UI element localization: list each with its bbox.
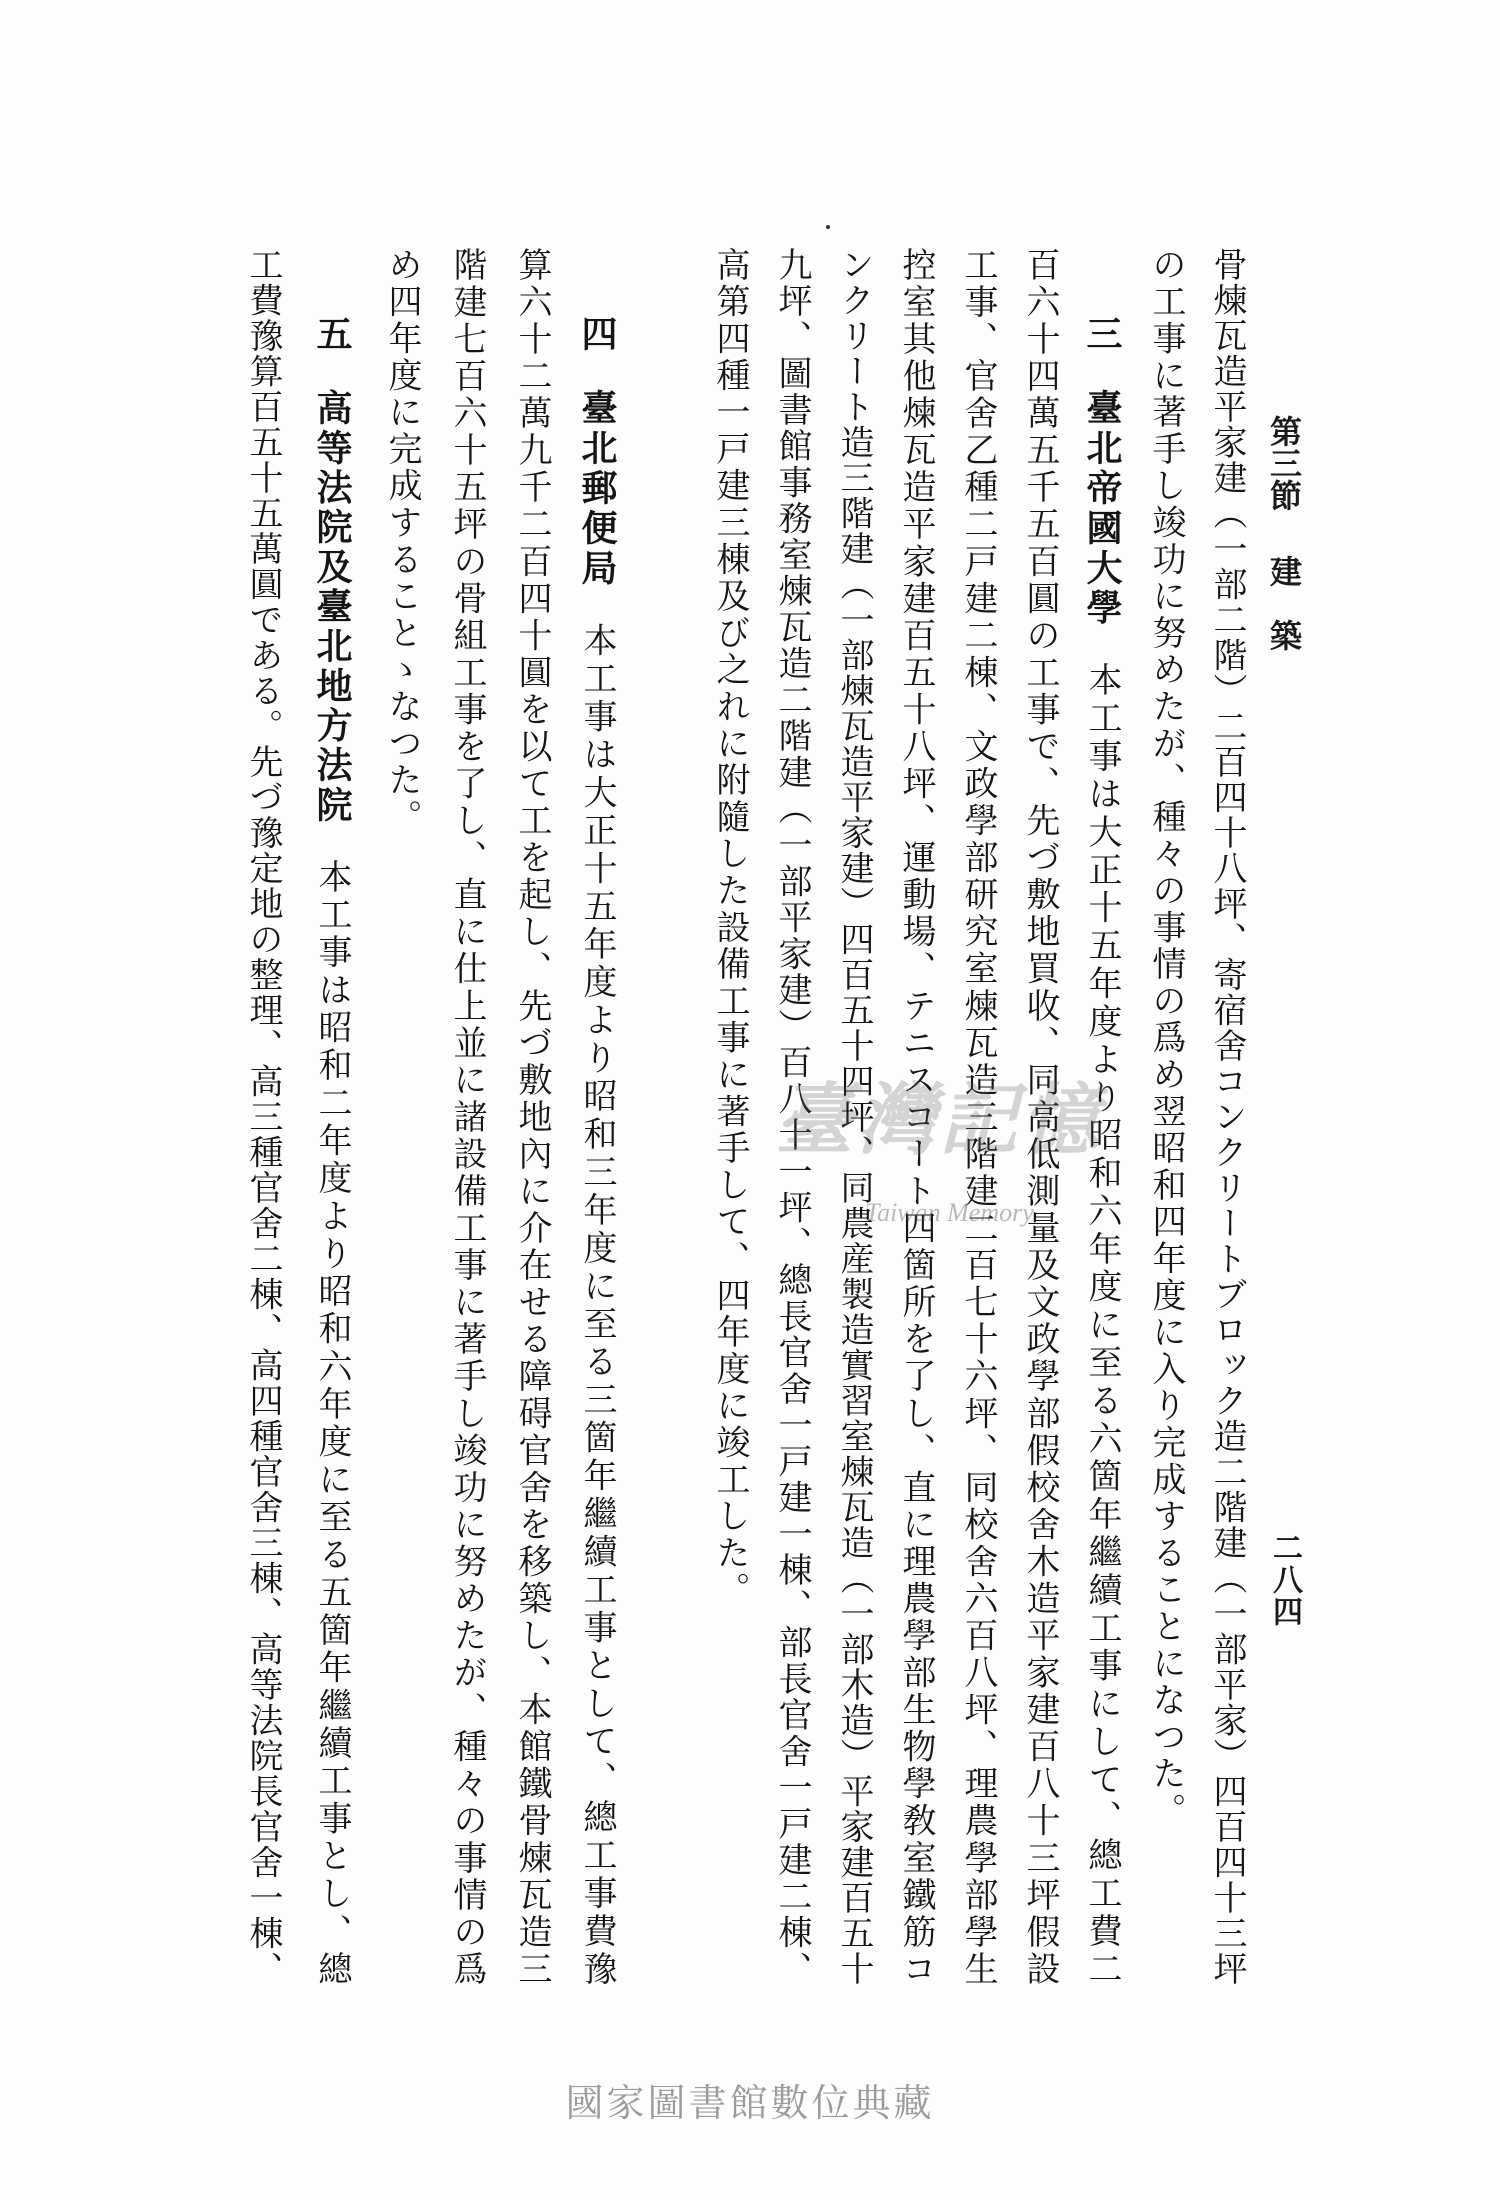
body-text: 九坪、圖書館事務室煉瓦造二階建（一部平家建）百八十一坪、總長官舍一戸建一棟、部長官舍一戸建二棟、 bbox=[772, 247, 812, 1985]
body-text: 本工事は大正十五年度より昭和六年度に至る六箇年繼續工事にして、總工費二 bbox=[1082, 662, 1122, 1986]
body-text: 本工事は大正十五年度より昭和三年度に至る三箇年繼續工事として、總工事費豫 bbox=[577, 622, 617, 1986]
text-column bbox=[381, 247, 423, 1985]
body-text: 階建七百六十五坪の骨組工事を了し、直に仕上並に諸設備工事に著手し竣功に努めたが、種々の事情の爲 bbox=[447, 247, 487, 1985]
text-column bbox=[1145, 247, 1187, 1985]
body-text: 工費豫算百五十五萬圓である。先づ豫定地の整理、高三種官舍二棟、高四種官舍三棟、高等法院長官舍一棟、 bbox=[243, 247, 283, 1985]
page-number: 二八四 bbox=[1267, 1532, 1302, 1628]
text-column bbox=[511, 247, 553, 1985]
text-column bbox=[242, 247, 284, 1985]
body-text: 算六十二萬九千二百四十圓を以て工を起し、先づ敷地內に介在せる障碍官舍を移築し、本館鐵骨煉瓦造三 bbox=[512, 247, 552, 1985]
body-text: 工事、官舍乙種二戸建二棟、文政學部研究室煉瓦造三階建二百七十六坪、同校舍六百八坪、理農學部學生 bbox=[958, 247, 998, 1985]
section-heading: 臺北郵便局 bbox=[576, 388, 618, 589]
text-column-section-4 bbox=[576, 247, 618, 1985]
section-heading: 高等法院及臺北地方法院 bbox=[311, 388, 353, 825]
body-text: の工事に著手し竣功に努めたが、種々の事情の爲め翌昭和四年度に入り完成することになつた。 bbox=[1146, 247, 1186, 1830]
body-text: ンクリート造三階建（一部煉瓦造平家建）四百五十四坪、同農産製造實習室煉瓦造（一部木造）平家建百五十 bbox=[834, 247, 874, 1985]
running-head-section: 第三節 bbox=[1265, 415, 1303, 511]
section-heading: 臺北帝國大學 bbox=[1081, 388, 1123, 629]
section-number: 三 bbox=[1081, 315, 1123, 355]
collection-footer: 國家圖書館數位典藏 bbox=[565, 2081, 935, 2125]
text-column bbox=[446, 247, 488, 1985]
body-text: め四年度に完成することゝなつた。 bbox=[382, 247, 422, 836]
body-text: 百六十四萬五千五百圓の工事で、先づ敷地買收、同高低測量及文政學部假校舍木造平家建百八十三坪假設 bbox=[1020, 247, 1060, 1985]
section-number: 四 bbox=[576, 315, 618, 355]
watermark-label: Taiwan Memory bbox=[865, 1198, 1034, 1227]
text-column bbox=[1206, 247, 1248, 1985]
text-column bbox=[709, 247, 751, 1985]
body-text: 控室其他煉瓦造平家建百五十八坪、運動場、テニスコート四箇所を了し、直に理農學部生物學敎室鐵筋コ bbox=[896, 247, 936, 1985]
watermark-logo: 臺灣記憶 bbox=[775, 1075, 1104, 1166]
body-text: 骨煉瓦造平家建（一部二階）二百四十八坪、寄宿舍コンクリートブロック造二階建（一部平家）四百四十三坪 bbox=[1207, 247, 1247, 1985]
running-head-title: 建 築 bbox=[1265, 555, 1303, 651]
section-number: 五 bbox=[311, 315, 353, 355]
text-column-section-5 bbox=[311, 247, 353, 1985]
body-text: 高第四種一戸建三棟及び之れに附隨した設備工事に著手して、四年度に竣工した。 bbox=[710, 247, 750, 1609]
print-speck bbox=[826, 225, 830, 229]
body-text: 本工事は昭和二年度より昭和六年度に至る五箇年繼續工事とし、總 bbox=[312, 858, 352, 1986]
